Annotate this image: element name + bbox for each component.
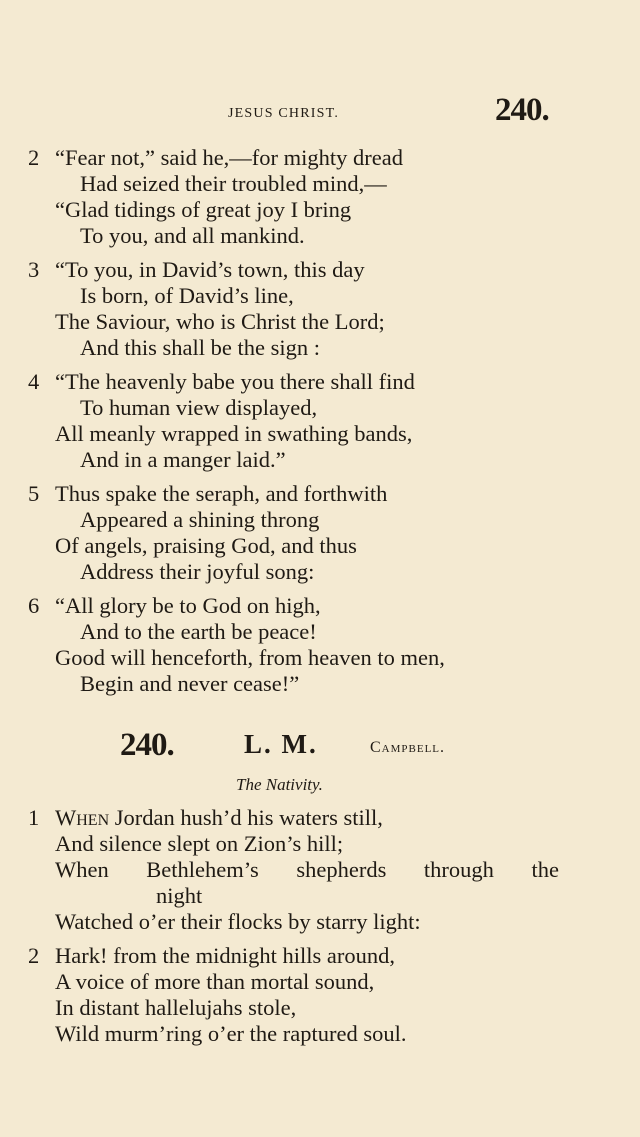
- stanza-number: 4: [28, 369, 40, 394]
- verse-line-rest: Jordan hush’d his waters still,: [114, 805, 383, 830]
- verse-line: Begin and never cease!”: [80, 671, 300, 696]
- hymn-number: 240.: [120, 727, 174, 763]
- hymn-title: The Nativity.: [236, 775, 323, 794]
- verse-line: Good will henceforth, from heaven to men,: [55, 645, 445, 670]
- verse-line: Is born, of David’s line,: [80, 283, 294, 308]
- verse-line: “The heavenly babe you there shall find: [55, 369, 415, 394]
- tune-name: Campbell.: [370, 739, 446, 756]
- verse-line: “Fear not,” said he,—for mighty dread: [55, 145, 404, 170]
- page-number: 240.: [495, 92, 549, 128]
- verse-line: Address their joyful song:: [80, 559, 315, 584]
- stanza-6: [0, 593, 640, 697]
- verse-line: Had seized their troubled mind,—: [80, 171, 387, 196]
- verse-line: And silence slept on Zion’s hill;: [55, 831, 344, 856]
- verse-line: “To you, in David’s town, this day: [55, 257, 365, 282]
- verse-line: All meanly wrapped in swathing bands,: [55, 421, 413, 446]
- verse-line: [55, 805, 383, 831]
- verse-line: To human view displayed,: [80, 395, 318, 420]
- stanza-1: [0, 805, 640, 935]
- word: the: [531, 857, 559, 882]
- running-title: JESUS CHRIST.: [228, 106, 340, 121]
- word: Bethlehem’s: [146, 857, 259, 882]
- page-header: [0, 92, 640, 132]
- verse-line: Appeared a shining throng: [80, 507, 320, 532]
- hymn-text: [0, 145, 640, 1047]
- word: When: [55, 857, 109, 882]
- verse-line: A voice of more than mortal sound,: [55, 969, 375, 994]
- verse-line: In distant hallelujahs stole,: [55, 995, 297, 1020]
- verse-line: “All glory be to God on high,: [55, 593, 321, 618]
- stanza-number: 2: [28, 145, 40, 170]
- verse-line: “Glad tidings of great joy I bring: [55, 197, 352, 222]
- verse-line: And to the earth be peace!: [80, 619, 317, 644]
- verse-line: Thus spake the seraph, and forthwith: [55, 481, 388, 506]
- verse-line: And in a manger laid.”: [80, 447, 286, 472]
- verse-line: To you, and all mankind.: [80, 223, 305, 248]
- stanza-5: [0, 481, 640, 585]
- stanza-number: 6: [28, 593, 40, 618]
- verse-line: Wild murm’ring o’er the raptured soul.: [55, 1021, 407, 1046]
- verse-line: Of angels, praising God, and thus: [55, 533, 357, 558]
- stanza-number: 2: [28, 943, 40, 968]
- verse-line: Hark! from the midnight hills around,: [55, 943, 395, 968]
- stanza-4: [0, 369, 640, 473]
- stanza-number: 5: [28, 481, 40, 506]
- verse-line: The Saviour, who is Christ the Lord;: [55, 309, 385, 334]
- first-word: When: [55, 805, 110, 830]
- stanza-3: [0, 257, 640, 361]
- stanza-2b: [0, 943, 640, 1047]
- word: shepherds: [296, 857, 387, 882]
- stanza-number: 1: [28, 805, 40, 830]
- verse-line-justified: [55, 857, 559, 883]
- hymn-subtitle: [0, 775, 640, 805]
- verse-line: And this shall be the sign :: [80, 335, 320, 360]
- hymn-header: [0, 727, 640, 775]
- verse-line-continuation: night: [156, 883, 203, 908]
- stanza-2: [0, 145, 640, 249]
- stanza-number: 3: [28, 257, 40, 282]
- hymn-meter: L. M.: [244, 729, 318, 759]
- word: through: [423, 857, 494, 882]
- verse-line: Watched o’er their flocks by starry light:: [55, 909, 421, 934]
